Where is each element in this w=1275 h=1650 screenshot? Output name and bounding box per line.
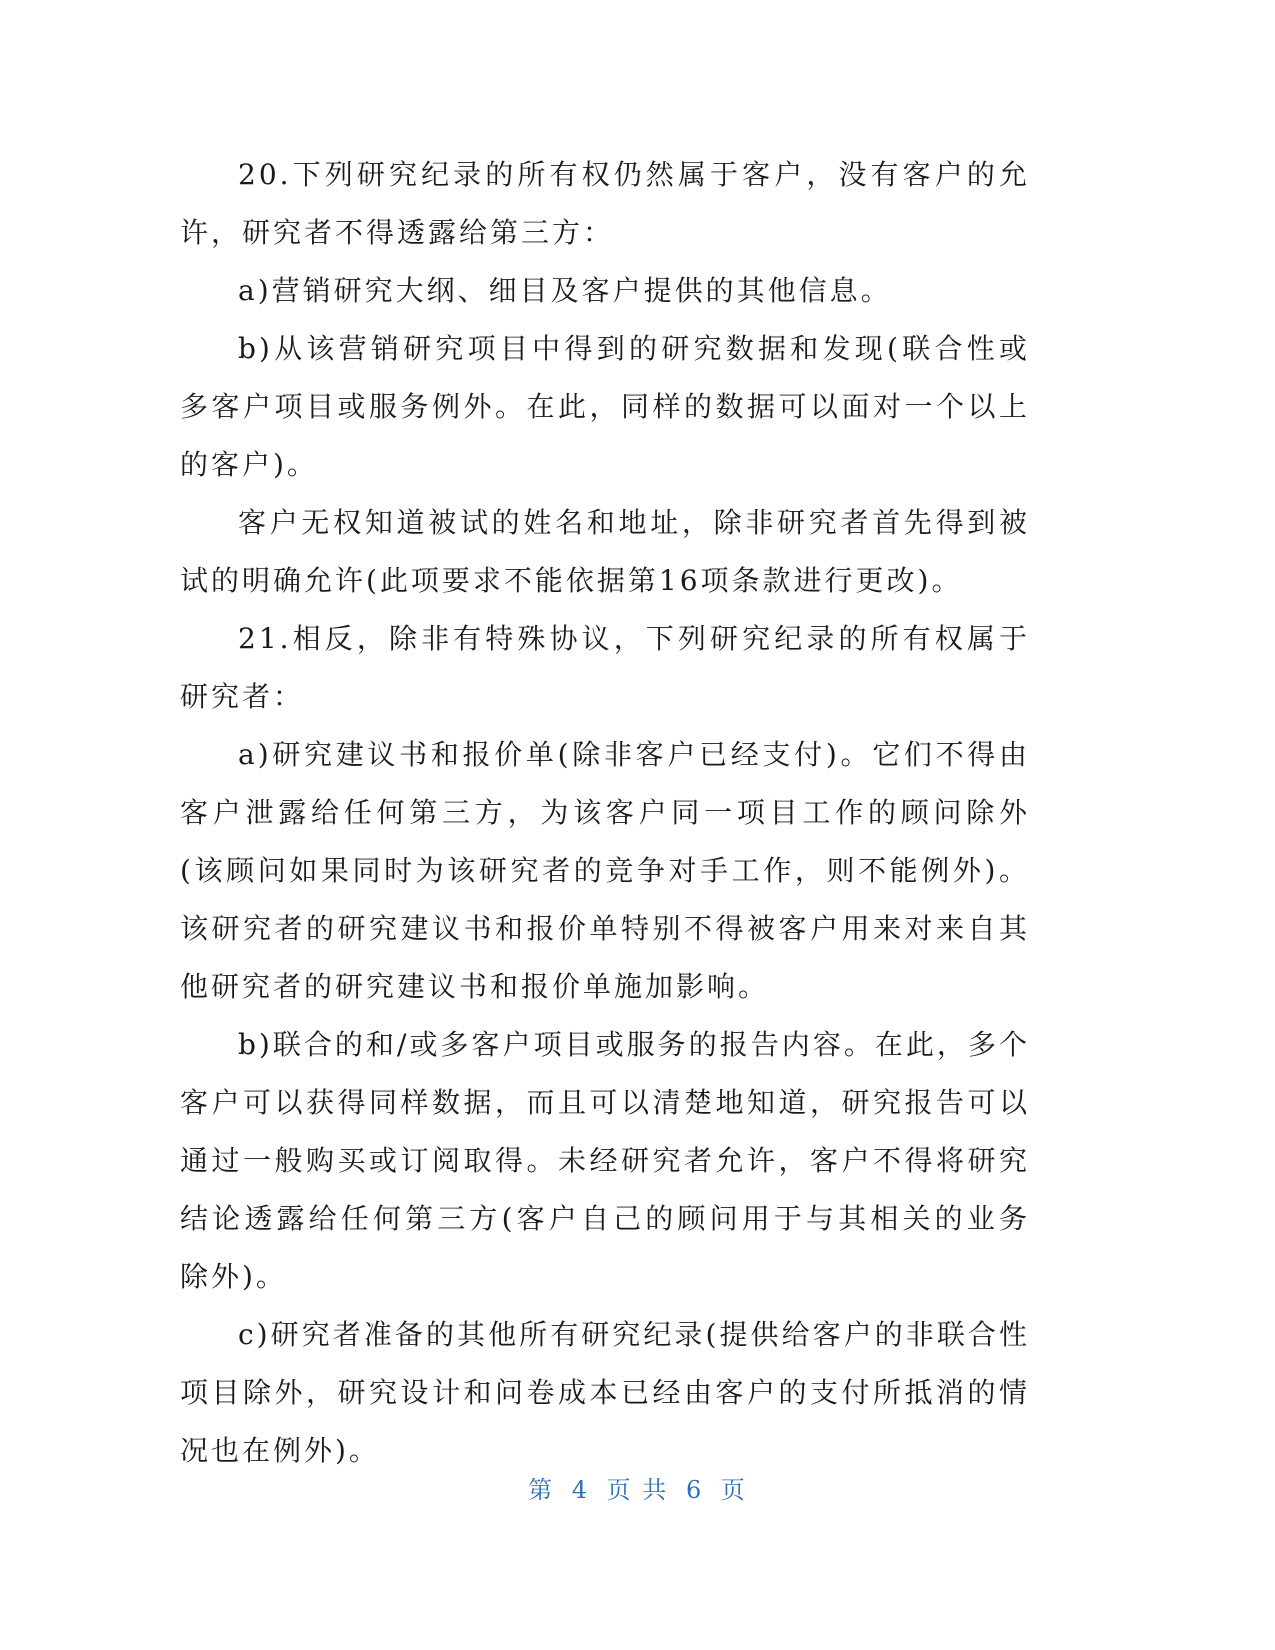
footer-total-pages: 6 [685, 1476, 704, 1504]
paragraph-20-item-b: b)从该营销研究项目中得到的研究数据和发现(联合性或多客户项目或服务例外。在此，同样的数据可以面对一个以上的客户)。 [180, 332, 1030, 481]
footer-label-end: 页 [720, 1476, 747, 1504]
document-body [180, 146, 1030, 1480]
footer-current-page: 4 [571, 1476, 590, 1504]
footer-label-page: 第 [528, 1476, 555, 1504]
paragraph-21-ownership-researcher: 21.相反，除非有特殊协议，下列研究纪录的所有权属于研究者： [180, 622, 1030, 713]
footer-label-of: 页 共 [606, 1476, 669, 1504]
page-footer [0, 1470, 1275, 1505]
paragraph-21-item-a: a)研究建议书和报价单(除非客户已经支付)。它们不得由客户泄露给任何第三方，为该客户同一项目工作的顾问除外(该顾问如果同时为该研究者的竞争对手工作，则不能例外)。该研究者的研究建议书和报价单特别不得被客户用来对来自其他研究者的研究建议书和报价单施加影响。 [180, 738, 1030, 1003]
paragraph-20-item-a: a)营销研究大纲、细目及客户提供的其他信息。 [238, 274, 892, 307]
paragraph-21-item-b: b)联合的和/或多客户项目或服务的报告内容。在此，多个客户可以获得同样数据，而且可以清楚地知道，研究报告可以通过一般购买或订阅取得。未经研究者允许，客户不得将研究结论透露给任何第三方(客户自己的顾问用于与其相关的业务除外)。 [180, 1028, 1030, 1293]
paragraph-21-item-c: c)研究者准备的其他所有研究纪录(提供给客户的非联合性项目除外，研究设计和问卷成本已经由客户的支付所抵消的情况也在例外)。 [180, 1318, 1030, 1467]
paragraph-respondent-privacy: 客户无权知道被试的姓名和地址，除非研究者首先得到被试的明确允许(此项要求不能依据第16项条款进行更改)。 [180, 506, 1030, 597]
paragraph-20-ownership-client: 20.下列研究纪录的所有权仍然属于客户，没有客户的允许，研究者不得透露给第三方： [180, 158, 1030, 249]
